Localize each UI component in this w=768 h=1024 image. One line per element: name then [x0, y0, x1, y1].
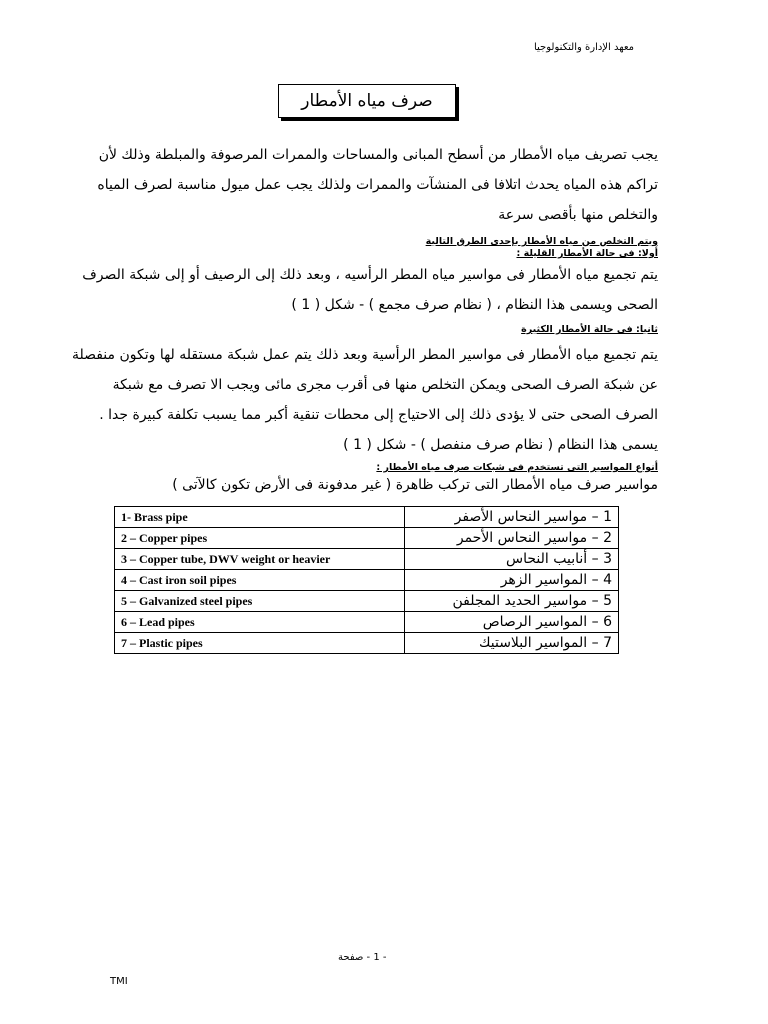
english-cell: 3 – Copper tube, DWV weight or heavier	[115, 549, 405, 570]
intro-paragraph	[48, 140, 658, 230]
text-line: عن شبكة الصرف الصحى ويمكن التخلص منها فى أقرب مجرى مائى ويجب الا تصرف مع شبكة	[112, 377, 658, 393]
text-line: والتخلص منها بأقصى سرعة	[498, 207, 658, 223]
pipe-types-heading: أنواع المواسير التى تستخدم فى شبكات صرف مياه الأمطار :	[376, 462, 658, 473]
second-method-paragraph	[48, 340, 658, 460]
first-method-paragraph	[48, 260, 658, 320]
table-row	[115, 591, 619, 612]
arabic-cell: 2 – مواسير النحاس الأحمر	[405, 528, 619, 549]
second-method-heading: ثانيا: فى حالة الأمطار الكثيرة	[521, 324, 658, 335]
table-row	[115, 612, 619, 633]
english-cell: 7 – Plastic pipes	[115, 633, 405, 654]
pipe-types-table	[114, 506, 619, 654]
english-cell: 5 – Galvanized steel pipes	[115, 591, 405, 612]
text-line: تراكم هذه المياه يحدث اتلافا فى المنشآت والممرات ولذلك يجب عمل ميول مناسبة لصرف المياه	[97, 177, 658, 193]
page-title: صرف مياه الأمطار	[278, 84, 456, 118]
arabic-cell: 5 – مواسير الحديد المجلفن	[405, 591, 619, 612]
text-line: يتم تجميع مياه الأمطار فى مواسير مياه المطر الرأسيه ، وبعد ذلك إلى الرصيف أو إلى شبكة الصرف	[82, 267, 658, 283]
text-line: الصرف الصحى حتى لا يؤدى ذلك إلى الاحتياج إلى محطات تنقية أكبر مما يسبب تكلفة كبيرة جدا .	[99, 407, 658, 423]
table-row	[115, 570, 619, 591]
table-row	[115, 549, 619, 570]
first-method-heading: أولا: فى حالة الأمطار القليلة :	[516, 248, 658, 259]
arabic-cell: 6 – المواسير الرصاص	[405, 612, 619, 633]
text-line: الصحى ويسمى هذا النظام ، ( نظام صرف مجمع ) - شكل ( 1 )	[291, 297, 658, 313]
page-number: - 1 - صفحة	[338, 952, 387, 963]
text-line: يجب تصريف مياه الأمطار من أسطح المبانى والمساحات والممرات المرصوفة والمبلطة وذلك لأن	[98, 147, 658, 163]
table-row	[115, 528, 619, 549]
text-line: يسمى هذا النظام ( نظام صرف منفصل ) - شكل ( 1 )	[343, 437, 658, 453]
arabic-cell: 7 – المواسير البلاستيك	[405, 633, 619, 654]
english-cell: 4 – Cast iron soil pipes	[115, 570, 405, 591]
arabic-cell: 4 – المواسير الزهر	[405, 570, 619, 591]
table-row	[115, 633, 619, 654]
arabic-cell: 3 – أنابيب النحاس	[405, 549, 619, 570]
methods-heading: ويتم التخلص من مياه الأمطار بإحدى الطرق التالية	[425, 236, 658, 247]
table-row	[115, 507, 619, 528]
arabic-cell: 1 – مواسير النحاس الأصفر	[405, 507, 619, 528]
english-cell: 2 – Copper pipes	[115, 528, 405, 549]
institute-header: معهد الإدارة والتكنولوجيا	[533, 42, 634, 53]
pipe-types-intro: مواسير صرف مياه الأمطار التى تركب ظاهرة ( غير مدفونة فى الأرض تكون كالآتى )	[172, 477, 658, 493]
footer-tmi: TMI	[110, 976, 128, 987]
english-cell: 1- Brass pipe	[115, 507, 405, 528]
text-line: يتم تجميع مياه الأمطار فى مواسير المطر الرأسية وبعد ذلك يتم عمل شبكة مستقله لها وتكون منفصلة	[71, 347, 658, 363]
english-cell: 6 – Lead pipes	[115, 612, 405, 633]
